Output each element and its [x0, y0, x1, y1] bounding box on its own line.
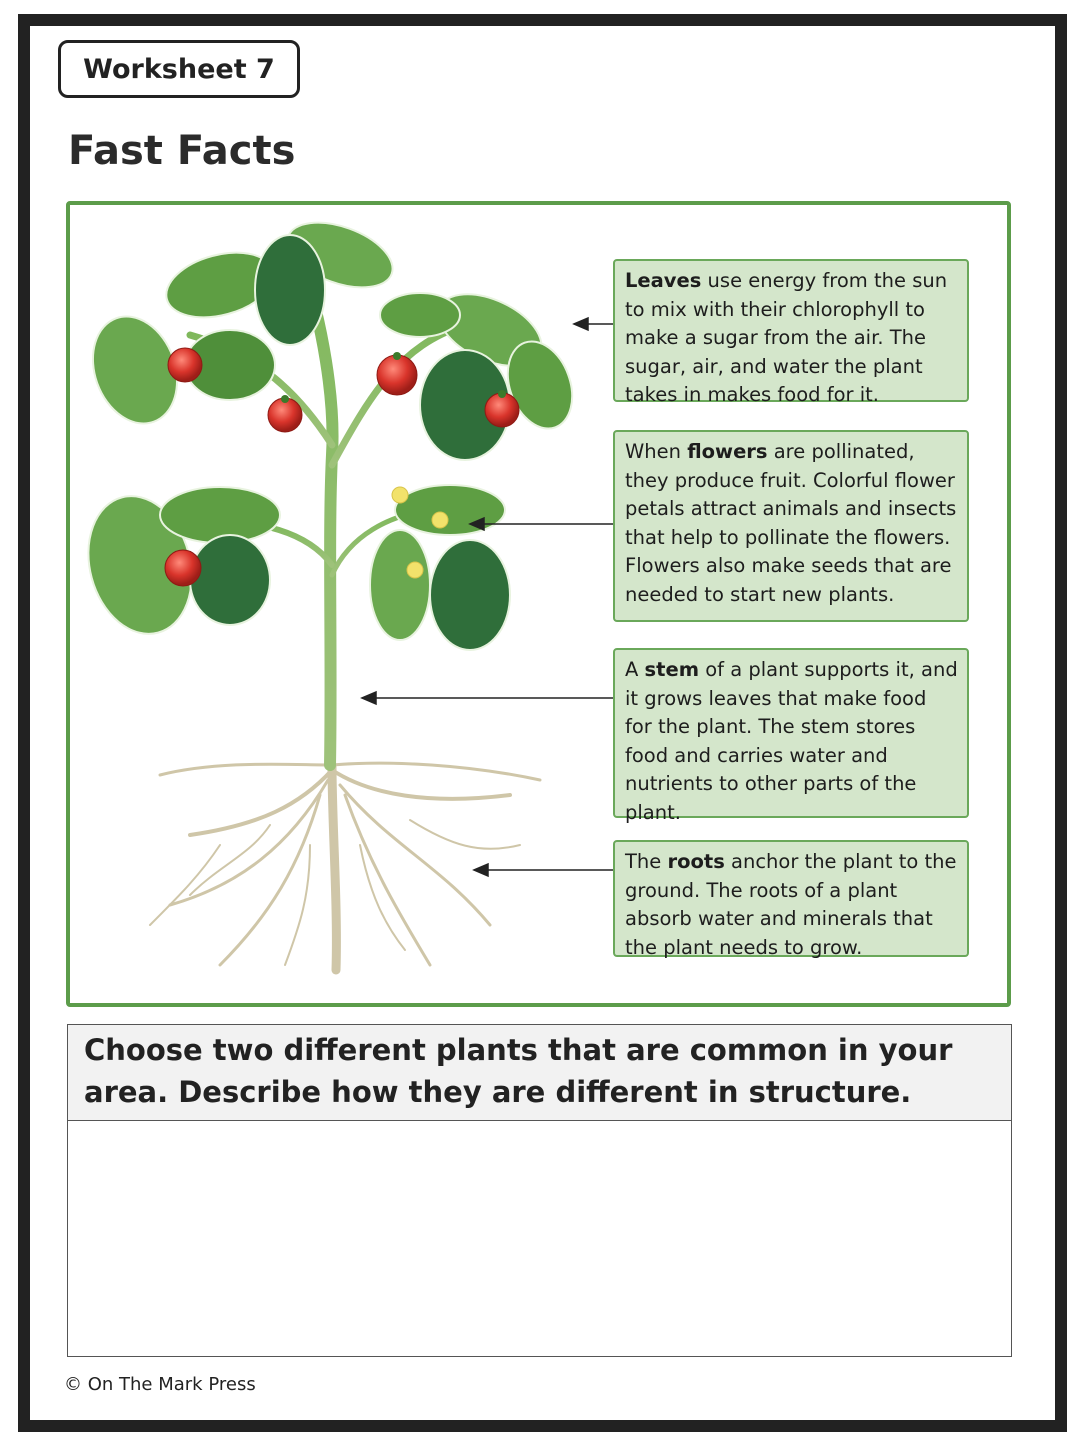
fact-stem-text: of a plant supports it, and it grows leaves that make food for the plant. The stem stores food and carries water and nutrients to other parts of the plant. — [625, 658, 958, 824]
fact-flowers-pre: When — [625, 440, 688, 463]
fact-flowers-text: are pollinated, they produce fruit. Colorful flower petals attract animals and insects that help to pollinate the flowers. Flowers also make seeds that are needed to start new plants. — [625, 440, 957, 606]
page-title: Fast Facts — [68, 128, 296, 174]
fact-roots-text: anchor the plant to the ground. The roots of a plant absorb water and minerals that the plant needs to grow. — [625, 850, 957, 959]
fact-leaves — [613, 259, 969, 407]
fact-stem-term: stem — [644, 658, 700, 681]
fact-leaves-text: use energy from the sun to mix with their chlorophyll to make a sugar from the air. The sugar, air, and water the plant takes in makes food for it. — [625, 269, 948, 407]
fact-roots-pre: The — [625, 850, 668, 873]
fact-stem — [613, 648, 969, 824]
fact-stem-pre: A — [625, 658, 645, 681]
question-prompt: Choose two different plants that are common in your area. Describe how they are different in structure. — [67, 1024, 1012, 1121]
copyright: © On The Mark Press — [64, 1374, 256, 1395]
fact-flowers — [613, 430, 969, 622]
fact-roots-term: roots — [667, 850, 725, 873]
answer-area[interactable] — [67, 1120, 1012, 1357]
fact-roots — [613, 840, 969, 957]
worksheet-label: Worksheet 7 — [83, 53, 275, 85]
fact-flowers-term: flowers — [687, 440, 768, 463]
fact-leaves-term: Leaves — [625, 269, 702, 292]
